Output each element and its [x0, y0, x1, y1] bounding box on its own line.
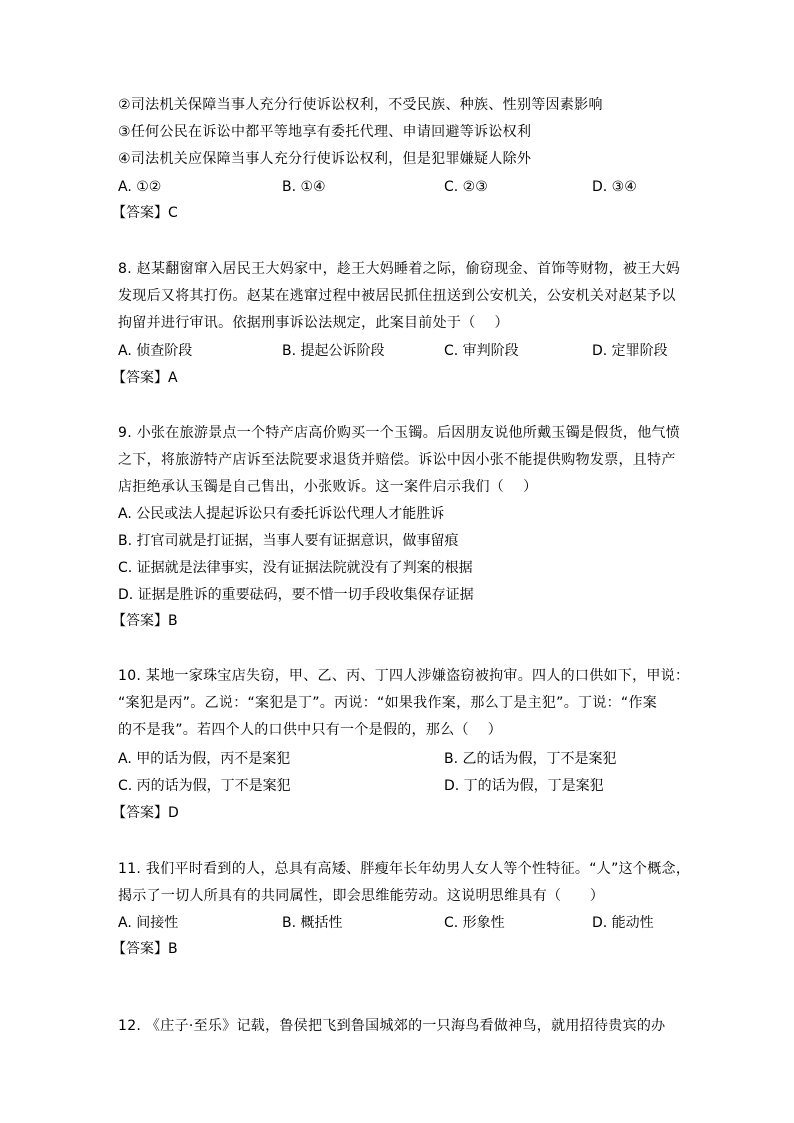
- q11-option-b: B. 概括性: [282, 915, 343, 931]
- q8-answer: 【答案】A: [112, 370, 178, 386]
- q7-option-a: A. ①②: [118, 179, 162, 195]
- q8-text: 拘留并进行审讯。依据刑事诉讼法规定，此案目前处于（ ）: [118, 315, 509, 331]
- q8-option-c: C. 审判阶段: [444, 343, 519, 359]
- q11-option-c: C. 形象性: [444, 915, 505, 931]
- q11-option-a: A. 间接性: [118, 915, 179, 931]
- q7-statement: ③任何公民在诉讼中都平等地享有委托代理、申请回避等诉讼权利: [118, 124, 532, 140]
- q10-option-b: B. 乙的话为假，丁不是案犯: [444, 751, 617, 767]
- q7-statement: ②司法机关保障当事人充分行使诉讼权利，不受民族、种族、性别等因素影响: [118, 97, 603, 113]
- q12-text: 12. 《庄子·至乐》记载，鲁侯把飞到鲁国城郊的一只海鸟看做神鸟，就用招待贵宾的办: [118, 1018, 666, 1034]
- q9-option-c: C. 证据就是法律事实，没有证据法院就没有了判案的根据: [118, 560, 473, 576]
- q9-option-d: D. 证据是胜诉的重要砝码，要不惜一切手段收集保存证据: [118, 587, 474, 603]
- q9-answer: 【答案】B: [112, 613, 178, 629]
- q9-text: 之下，将旅游特产店诉至法院要求退货并赔偿。诉讼中因小张不能提供购物发票，且特产: [118, 452, 676, 468]
- q11-answer: 【答案】B: [112, 941, 178, 957]
- q10-text: “案犯是丙”。乙说：“案犯是丁”。丙说：“如果我作案，那么丁是主犯”。丁说：“作案: [118, 695, 658, 711]
- q7-statement: ④司法机关应保障当事人充分行使诉讼权利，但是犯罪嫌疑人除外: [118, 151, 532, 167]
- q8-option-a: A. 侦查阶段: [118, 343, 193, 359]
- q8-text: 发现后又将其打伤。赵某在逃窜过程中被居民抓住扭送到公安机关，公安机关对赵某予以: [118, 288, 676, 304]
- q7-option-b: B. ①④: [282, 179, 326, 195]
- q10-text: 的不是我”。若四个人的口供中只有一个是假的，那么（ ）: [118, 722, 503, 738]
- q9-option-b: B. 打官司就是打证据，当事人要有证据意识，做事留痕: [118, 533, 459, 549]
- q9-option-a: A. 公民或法人提起诉讼只有委托诉讼代理人才能胜诉: [118, 506, 445, 522]
- q7-option-c: C. ②③: [444, 179, 488, 195]
- q10-option-c: C. 丙的话为假，丁不是案犯: [118, 778, 291, 794]
- q10-option-a: A. 甲的话为假，丙不是案犯: [118, 751, 291, 767]
- q8-option-b: B. 提起公诉阶段: [282, 343, 385, 359]
- q11-text: 揭示了一切人所具有的共同属性，即会思维能劳动。这说明思维具有（ ）: [118, 888, 605, 904]
- q11-text: 11. 我们平时看到的人，总具有高矮、胖瘦年长年幼男人女人等个性特征。“人”这个概念，: [118, 861, 691, 877]
- q8-option-d: D. 定罪阶段: [592, 343, 668, 359]
- q7-answer: 【答案】C: [112, 205, 178, 221]
- q10-answer: 【答案】D: [112, 805, 179, 821]
- q9-text: 9. 小张在旅游景点一个特产店高价购买一个玉镯。后因朋友说他所戴玉镯是假货，他气愤: [118, 425, 681, 441]
- q10-text: 10. 某地一家珠宝店失窃，甲、乙、丙、丁四人涉嫌盗窃被拘审。四人的口供如下，甲说：: [118, 668, 690, 684]
- q7-option-d: D. ③④: [592, 179, 637, 195]
- q10-option-d: D. 丁的话为假，丁是案犯: [444, 778, 604, 794]
- q9-text: 店拒绝承认玉镯是自己售出，小张败诉。这一案件启示我们（ ）: [118, 479, 538, 495]
- q8-text: 8. 赵某翻窗窜入居民王大妈家中，趁王大妈睡着之际，偷窃现金、首饰等财物，被王大妈: [118, 261, 681, 277]
- q11-option-d: D. 能动性: [592, 915, 654, 931]
